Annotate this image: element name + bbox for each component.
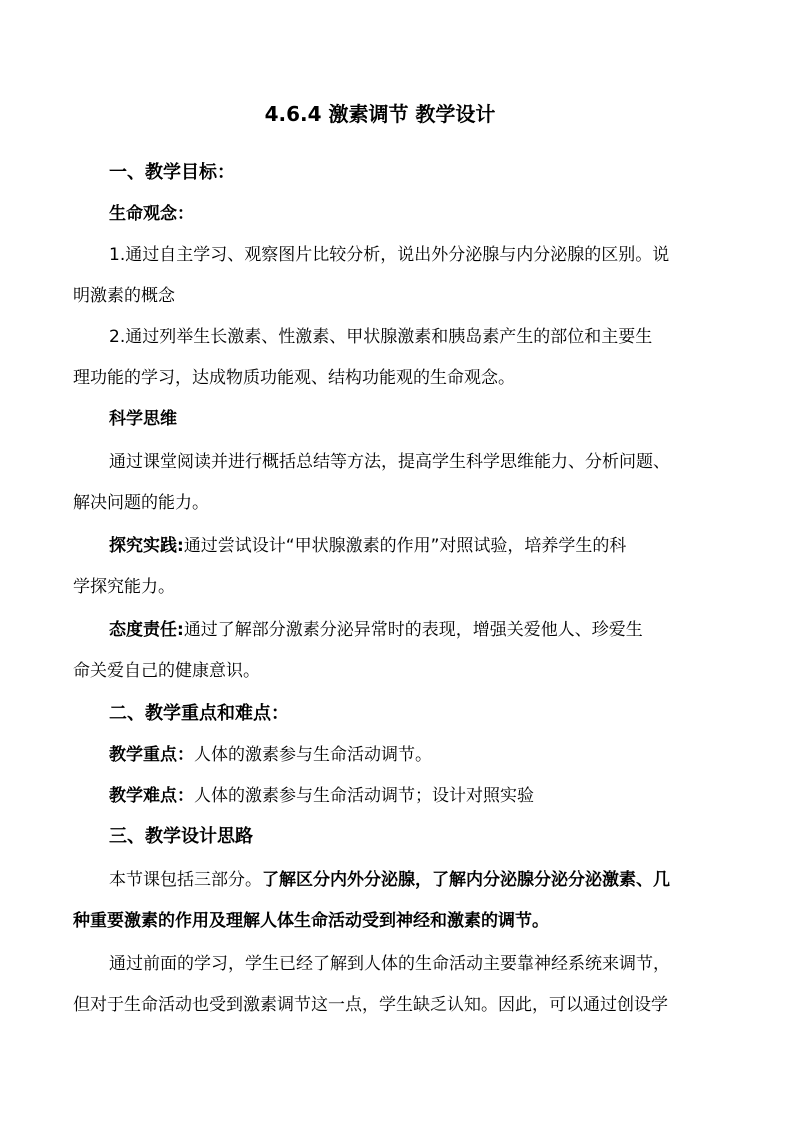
section-heading-design: 三、教学设计思路: [109, 826, 253, 847]
attitude-line-1: [109, 619, 643, 641]
scientific-thinking-line-2: 解决问题的能力。: [73, 493, 209, 513]
design-line-2: 种重要激素的作用及理解人体生命活动受到神经和激素的调节。: [73, 911, 549, 931]
design-bold-1: 了解区分内外分泌腺，了解内分泌腺分泌分泌激素、几: [262, 870, 670, 890]
objective-item-2-line-1: 2.通过列举生长激素、性激素、甲状腺激素和胰岛素产生的部位和主要生: [109, 327, 653, 347]
paragraph-line-2: 但对于生命活动也受到激素调节这一点，学生缺乏认知。因此，可以通过创设学: [73, 995, 668, 1015]
key-point-text: 人体的激素参与生命活动调节。: [194, 745, 432, 765]
inquiry-practice-line-1: [109, 535, 626, 557]
difficulty-line: [109, 785, 534, 807]
section-heading-objectives: 一、教学目标：: [109, 162, 235, 183]
scientific-thinking-line-1: 通过课堂阅读并进行概括总结等方法，提高学生科学思维能力、分析问题、: [109, 452, 670, 472]
subheading-scientific-thinking: 科学思维: [109, 409, 177, 429]
design-intro: 本节课包括三部分。: [109, 870, 262, 890]
design-line-1: [109, 869, 670, 891]
document-title: 4.6.4 激素调节 教学设计: [264, 102, 496, 126]
difficulty-text: 人体的激素参与生命活动调节；设计对照实验: [194, 786, 534, 806]
attitude-text: 通过了解部分激素分泌异常时的表现，增强关爱他人、珍爱生: [183, 620, 643, 640]
inquiry-practice-label: 探究实践:: [109, 536, 184, 556]
inquiry-practice-line-2: 学探究能力。: [73, 577, 175, 597]
attitude-label: 态度责任:: [109, 620, 184, 640]
inquiry-practice-text: 通过尝试设计“甲状腺激素的作用”对照试验，培养学生的科: [183, 536, 627, 556]
key-point-label: 教学重点：: [109, 745, 194, 765]
objective-item-2-line-2: 理功能的学习，达成物质功能观、结构功能观的生命观念。: [73, 368, 515, 388]
paragraph-line-1: 通过前面的学习，学生已经了解到人体的生命活动主要靠神经系统来调节，: [109, 954, 670, 974]
difficulty-label: 教学难点：: [109, 786, 194, 806]
objective-item-1-line-1: 1.通过自主学习、观察图片比较分析，说出外分泌腺与内分泌腺的区别。说: [109, 245, 670, 265]
subheading-life-concept: 生命观念：: [109, 204, 194, 224]
objective-item-1-line-2: 明激素的概念: [73, 286, 175, 306]
attitude-line-2: 命关爱自己的健康意识。: [73, 661, 260, 681]
key-point-line: [109, 744, 432, 766]
section-heading-key-points: 二、教学重点和难点：: [109, 703, 289, 724]
